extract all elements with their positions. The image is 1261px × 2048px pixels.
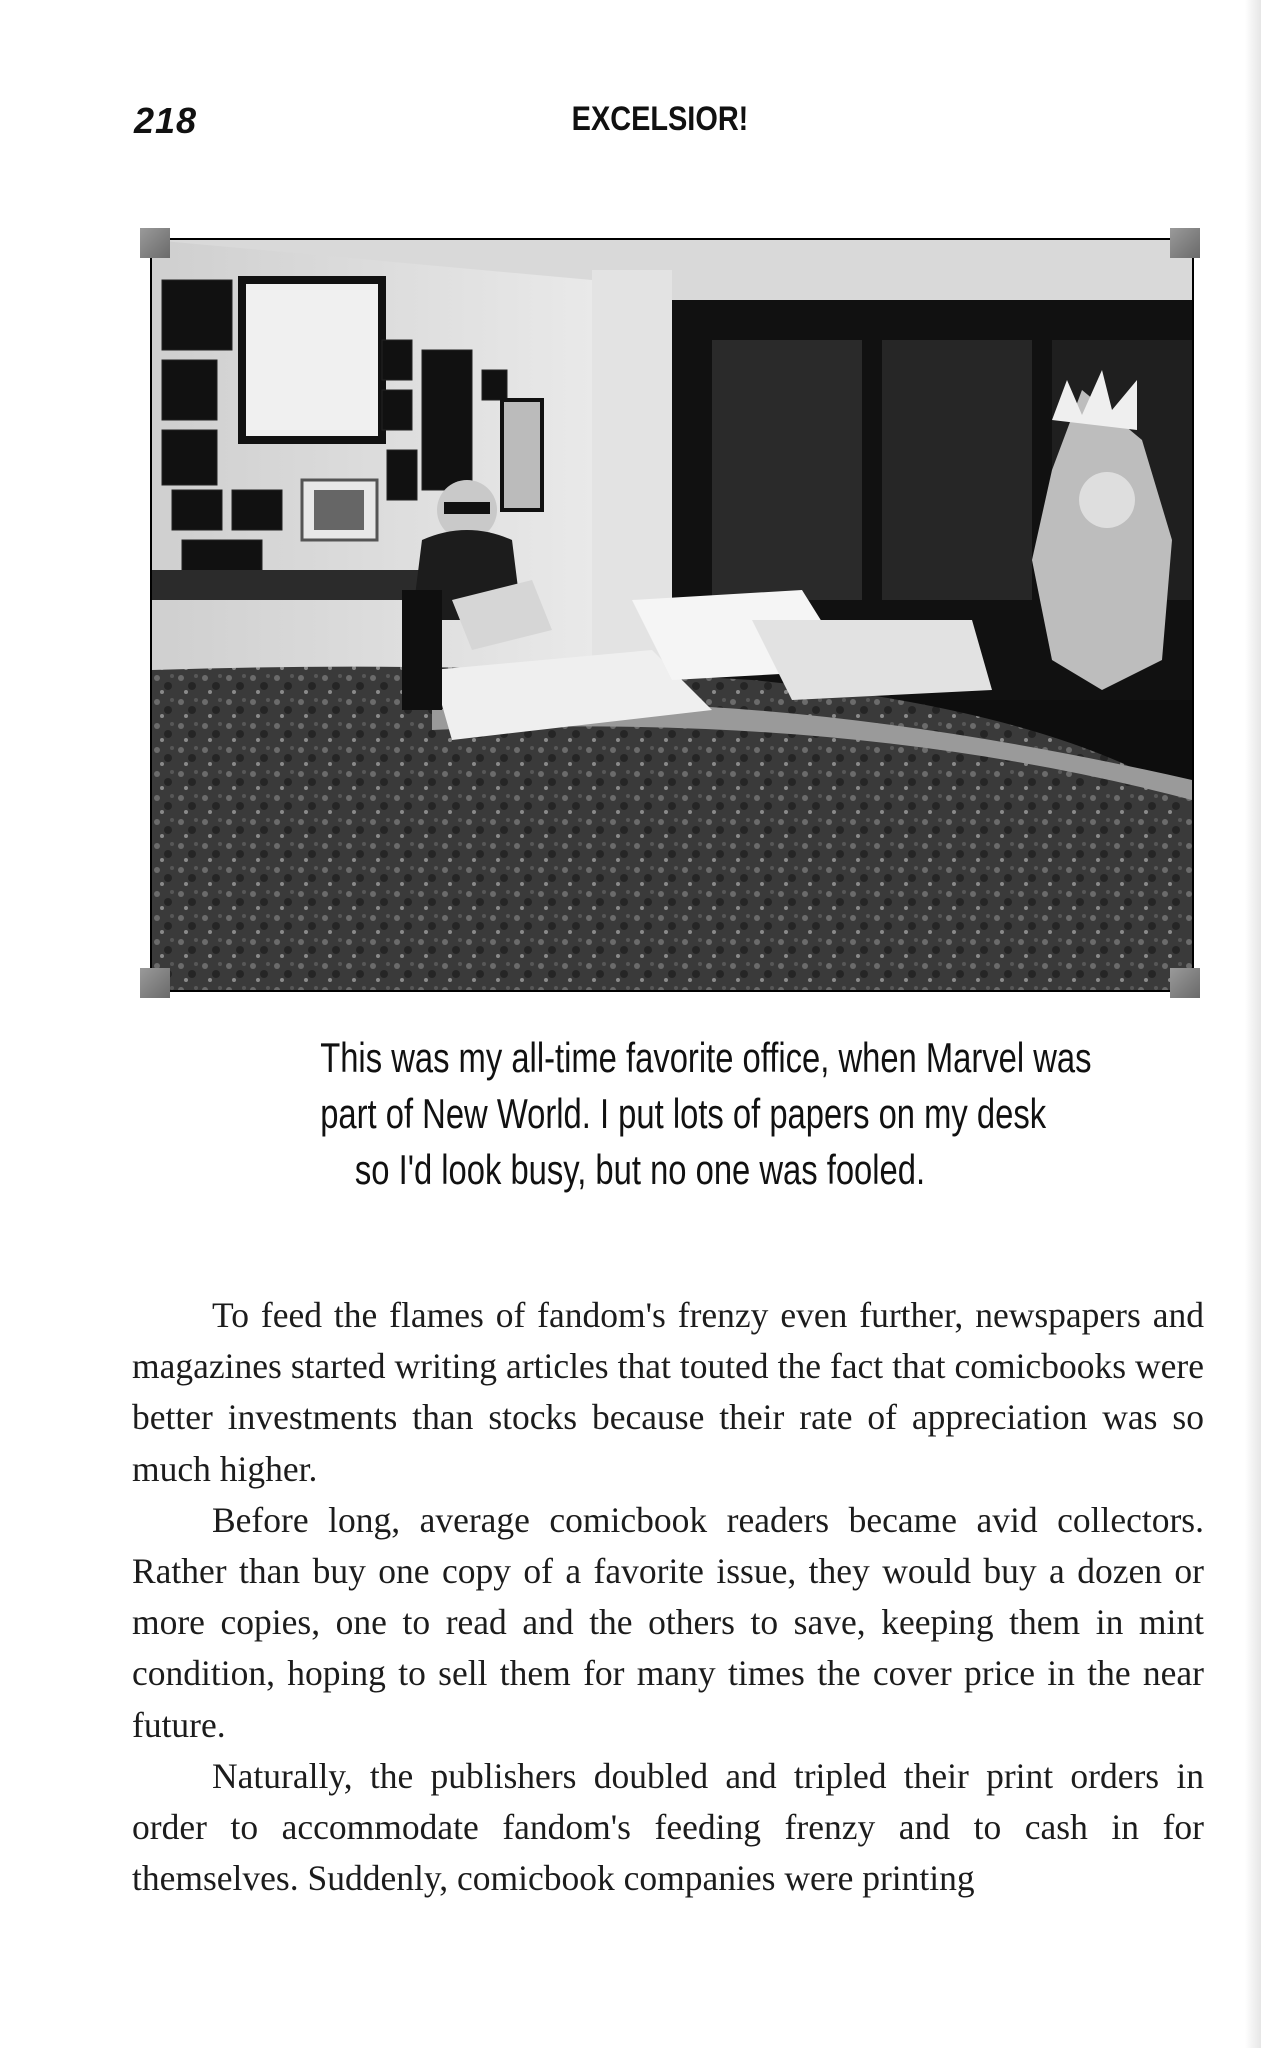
running-head: EXCELSIOR! [571,100,749,138]
page-header [0,100,1261,150]
photo-corner-bottom-left [140,968,170,998]
body-text [132,1290,1204,1904]
page-edge-shadow [1245,0,1261,2048]
caption-line: so I'd look busy, but no one was fooled. [354,1146,926,1193]
office-photo-illustration [152,240,1192,990]
photo-caption [230,1030,1092,1198]
page-number: 218 [134,100,198,141]
caption-line: part of New World. I put lots of papers on my desk [320,1090,1047,1137]
office-photo [150,238,1194,992]
photo-corner-top-right [1170,228,1200,258]
caption-line: This was my all-time favorite office, when Marvel was [320,1034,1092,1081]
photo-corner-top-left [140,228,170,258]
body-paragraph: To feed the flames of fandom's frenzy even further, newspapers and magazines started writing articles that touted the fact that comicbooks were better investments than stocks because their rate of appreciation was so much higher. [132,1295,1204,1489]
office-photo-frame [140,228,1200,998]
photo-corner-bottom-right [1170,968,1200,998]
body-paragraph: Before long, average comicbook readers became avid collectors. Rather than buy one copy of a favorite issue, they would buy a dozen or more copies, one to read and the others to save, keeping them in mint condition, hoping to sell them for many times the cover price in the near future. [132,1499,1204,1745]
body-paragraph: Naturally, the publishers doubled and tripled their print orders in order to accommodate fandom's feeding frenzy and to cash in for themselves. Suddenly, comicbook companies were printing [132,1755,1204,1899]
